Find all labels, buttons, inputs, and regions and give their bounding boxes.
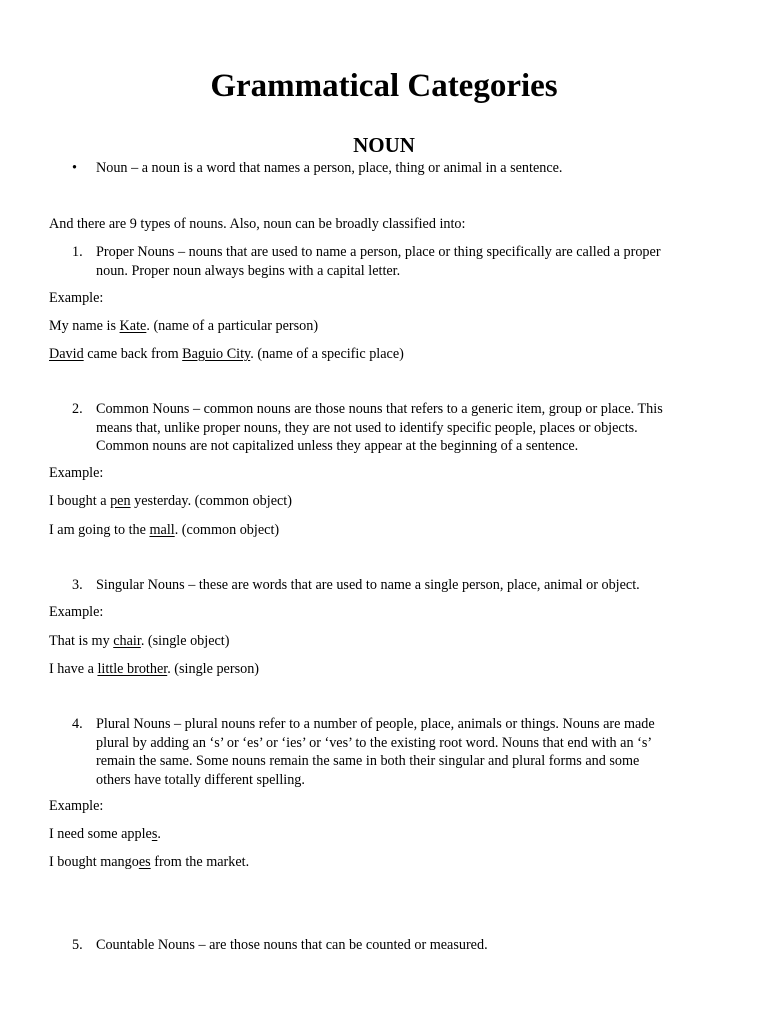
example-sentence: I bought mangoes from the market. [49,854,250,870]
example-label: Example: [49,798,104,814]
list-number: 4. [72,716,83,732]
list-item-text: Proper Nouns – nouns that are used to name a person, place or thing specifically are called a proper noun. Proper noun always begins with a capital letter. [96,244,661,279]
example-sentence: I need some apples. [49,826,161,842]
list-number: 2. [72,401,83,417]
example-sentence: That is my chair. (single object) [49,633,230,649]
list-number: 5. [72,937,83,953]
list-number: 1. [72,244,83,260]
example-sentence: I have a little brother. (single person) [49,661,260,677]
example-label: Example: [49,604,104,620]
section-heading: NOUN [353,133,415,157]
definition-text: Noun – a noun is a word that names a person, place, thing or animal in a sentence. [96,160,563,176]
list-item-text: Countable Nouns – are those nouns that can be counted or measured. [96,937,488,953]
example-sentence: David came back from Baguio City. (name of a specific place) [49,346,404,362]
list-item-text: Singular Nouns – these are words that are used to name a single person, place, animal or object. [96,577,640,593]
list-item-text: Common Nouns – common nouns are those nouns that refers to a generic item, group or place. This means that, unlike proper nouns, they are not used to identify specific people, places or objects. Common nouns are not capitalized unless they appear at the beginning of a sentence. [96,401,663,454]
list-number: 3. [72,577,83,593]
document-title: Grammatical Categories [210,68,558,104]
example-label: Example: [49,290,104,306]
example-label: Example: [49,465,104,481]
intro-text: And there are 9 types of nouns. Also, noun can be broadly classified into: [49,216,466,232]
example-sentence: I am going to the mall. (common object) [49,522,280,538]
bullet-icon: • [72,160,77,176]
example-sentence: I bought a pen yesterday. (common object) [49,493,292,509]
list-item-text: Plural Nouns – plural nouns refer to a number of people, place, animals or things. Nouns are made plural by adding an ‘s’ or ‘es’ or ‘ies’ or ‘ves’ to the existing root word. Nouns that end with an ‘s’ remain the same. Some nouns remain the same in both their singular and plural forms and some others have totally different spelling. [96,716,655,788]
example-sentence: My name is Kate. (name of a particular person) [49,318,319,334]
